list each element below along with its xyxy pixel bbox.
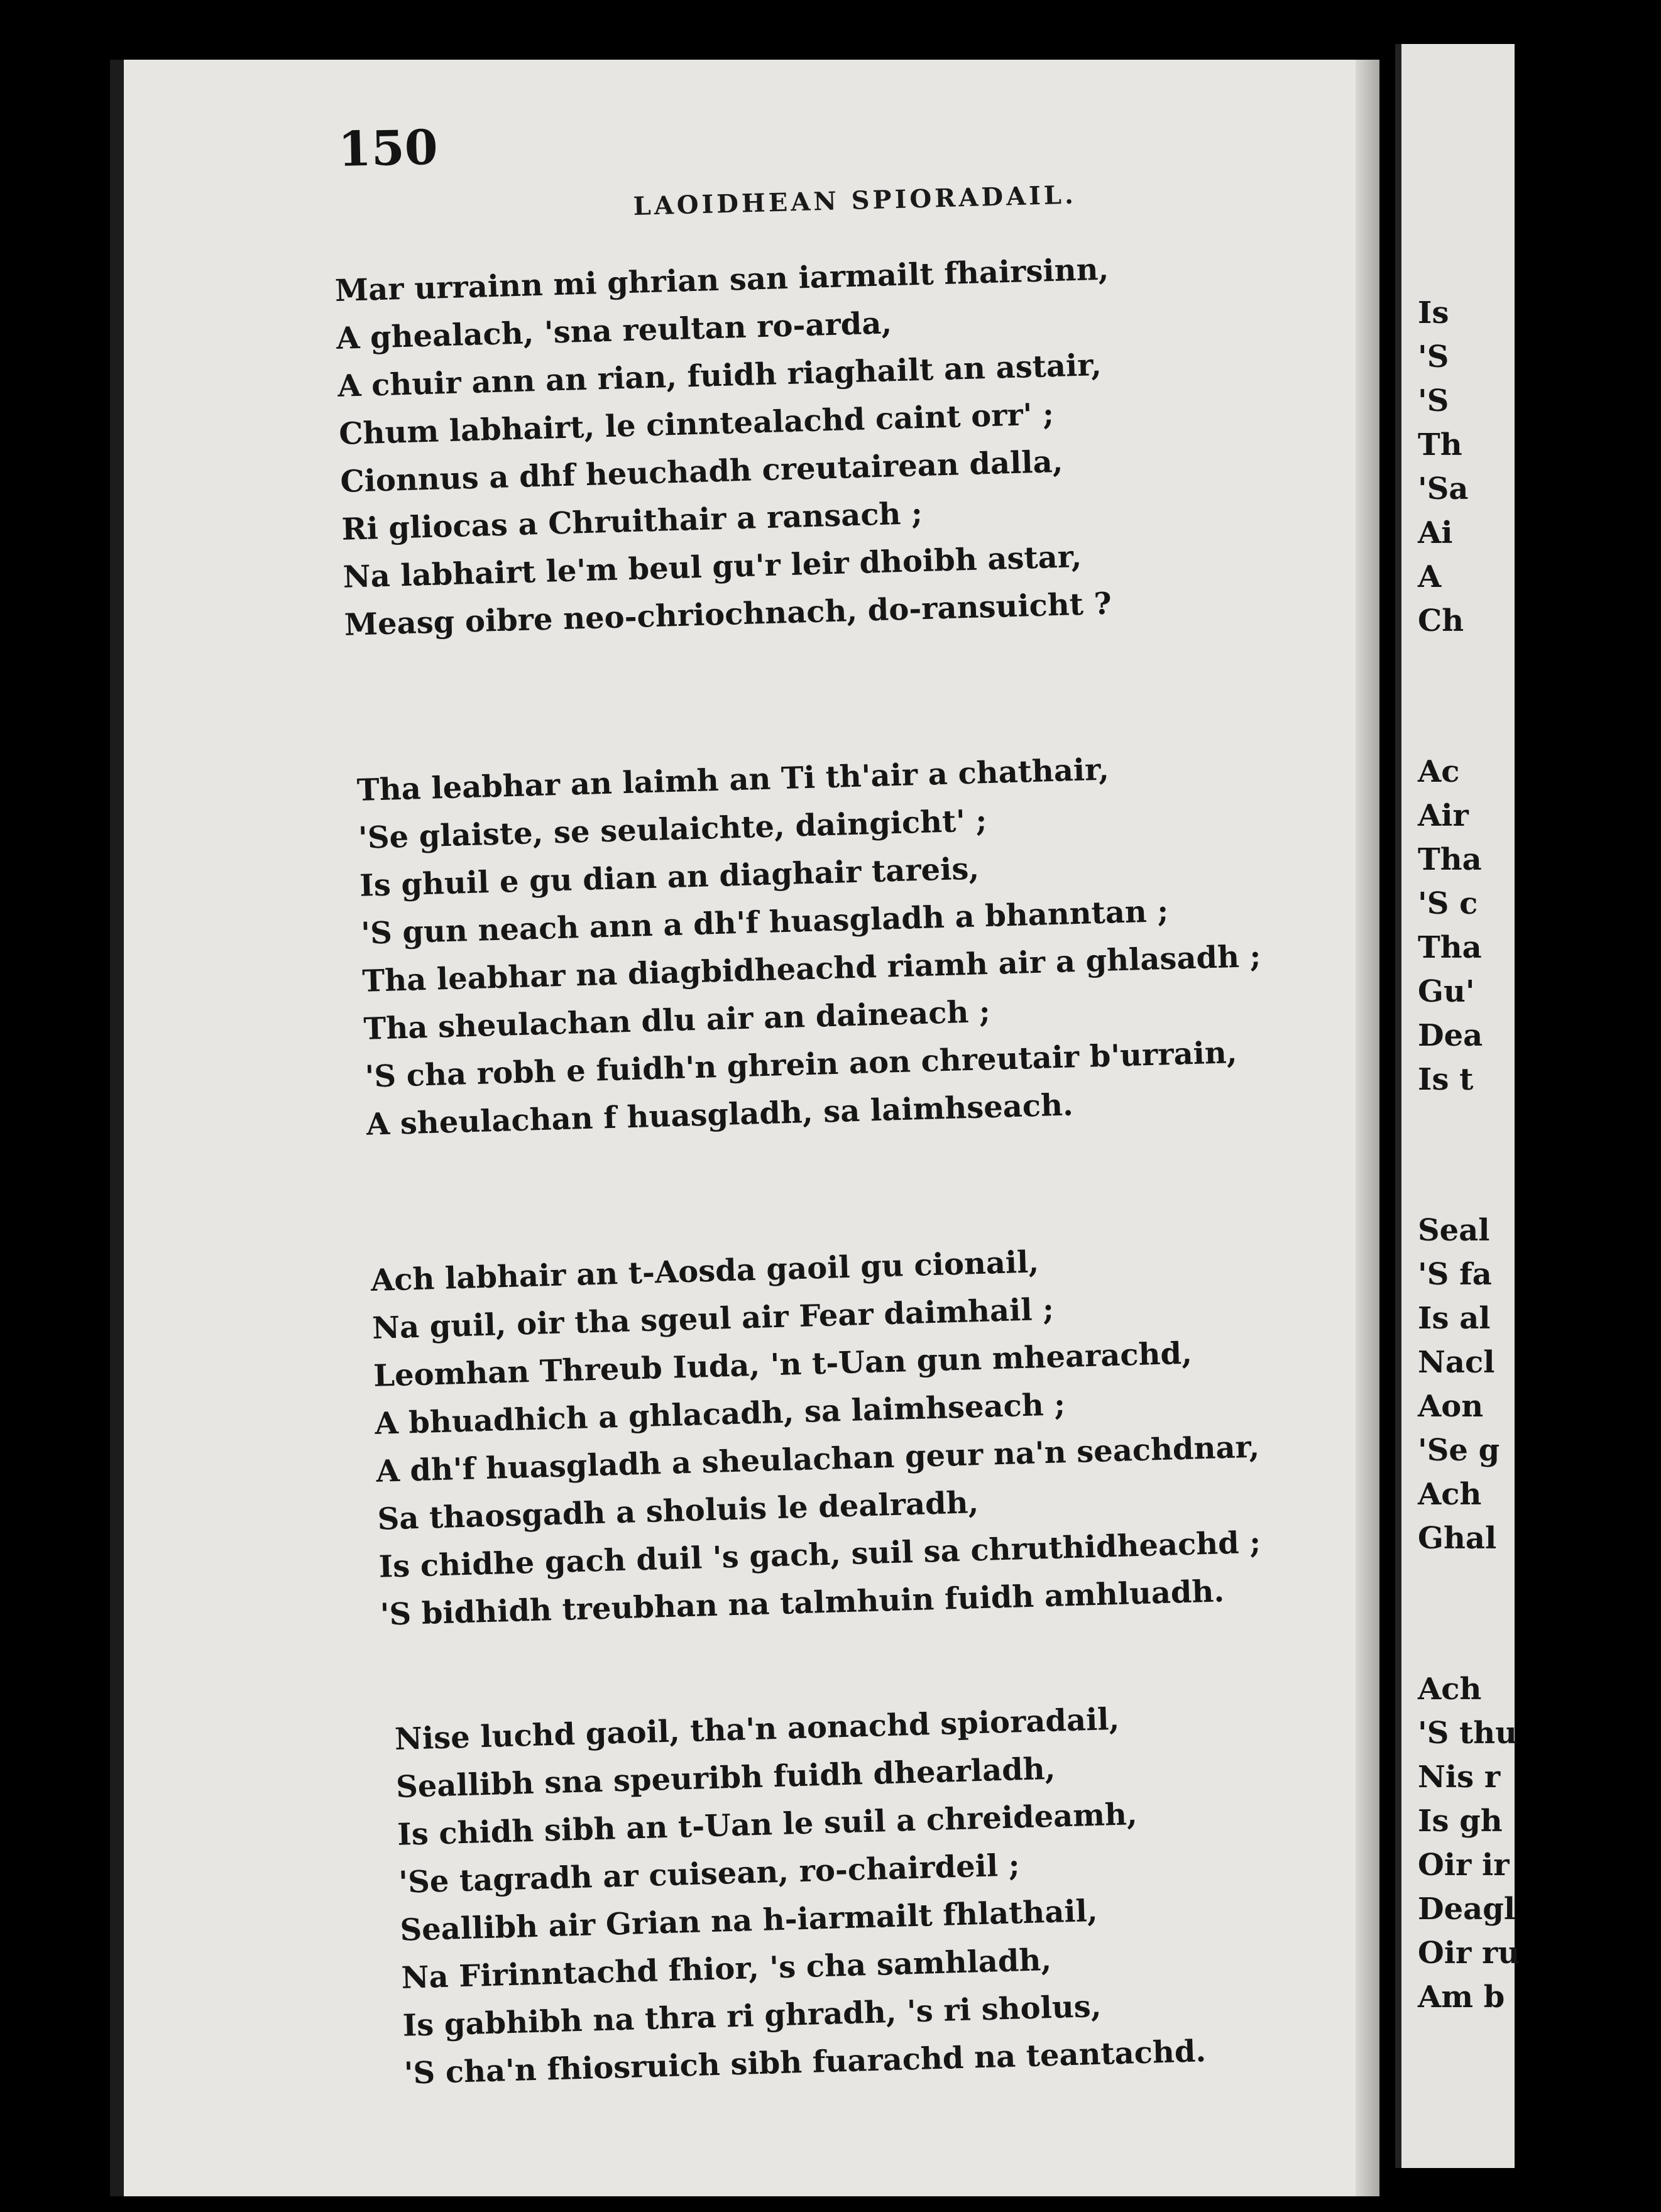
verse-line: A bhuadhich a ghlacadh, sa laimhseach ; [374,1387,1066,1442]
verse-line: Ri gliocas a Chruithair a ransach ; [341,496,923,547]
next-page-fragment: Ghal [1418,1521,1497,1556]
verse-line: A dh'f huasgladh a sheulachan geur na'n seachdnar, [375,1429,1260,1489]
verse-line: Na labhairt le'm beul gu'r leir dhoibh astar, [343,539,1082,595]
next-page-fragment: Ch [1418,603,1464,638]
verse-line: Mar urrainn mi ghrian san iarmailt fhairsinn, [334,251,1109,309]
next-page-fragment: Ai [1418,515,1453,550]
next-page-fragment: Dea [1418,1018,1483,1053]
next-page-fragment: Air [1418,798,1469,833]
verse-line: Is ghuil e gu dian an diaghair tareis, [359,851,980,904]
next-page-fragment: Deagl [1418,1892,1516,1927]
verse-line: Tha leabhar na diagbidheachd riamh air a ghlasadh ; [361,938,1262,999]
next-page-fragment: Is t [1418,1062,1474,1097]
next-page-fragment: Tha [1418,842,1482,877]
next-page-fragment: Nacl [1418,1345,1495,1380]
book-page [110,60,1379,2196]
verse-line: A chuir ann an rian, fuidh riaghailt an astair, [337,347,1102,404]
verse-line: 'S gun neach ann a dh'f huasgladh a bhanntan ; [360,894,1169,951]
next-page-edge [1395,44,1520,2168]
verse-line: Sa thaosgadh a sholuis le dealradh, [376,1485,979,1537]
next-page-fragment: Is [1418,295,1449,331]
verse-line: Is chidhe gach duil 's gach, suil sa chruthidheachd ; [378,1525,1261,1585]
next-page-fragment: 'Sa [1418,471,1469,506]
verse-line: Is chidh sibh an t-Uan le suil a chreideamh, [397,1797,1138,1853]
next-page-fragment: Ac [1418,754,1460,789]
verse-line: Leomhan Threub Iuda, 'n t-Uan gun mhearachd, [373,1335,1193,1394]
next-page-fragment: 'Se g [1418,1433,1500,1468]
verse-line: Measg oibre neo-chriochnach, do-ransuicht ? [344,586,1112,643]
verse-line: Seallibh sna speuribh fuidh dhearladh, [395,1751,1056,1805]
next-page-fragment: Am b [1418,1979,1505,2015]
verse-line: 'S cha'n fhiosruich sibh fuarachd na teantachd. [403,2034,1207,2091]
next-page-fragment: Is al [1418,1301,1491,1336]
next-page-fragment: Is gh [1418,1804,1503,1839]
next-page-fragment: Aon [1418,1389,1484,1424]
verse-line: Na Firinntachd fhior, 's cha samhladh, [400,1942,1052,1996]
verse-line: A sheulachan f huasgladh, sa laimhseach. [366,1087,1074,1142]
verse-line: Na guil, oir tha sgeul air Fear daimhail ; [371,1291,1055,1346]
next-page-fragment: Ach [1418,1477,1482,1512]
running-head: LAOIDHEAN SPIORADAIL. [633,180,1077,221]
next-page-fragment: Th [1418,427,1462,463]
verse-line: Chum labhairt, le cinntealachd caint orr' ; [338,397,1055,452]
next-page-fragment: 'S [1418,339,1449,375]
next-page-fragment: A [1418,559,1442,594]
verse-line: 'S bidhidh treubhan na talmhuin fuidh amhluadh. [380,1574,1225,1633]
next-page-fragment: 'S c [1418,886,1478,921]
verse-line: Is gabhibh na thra ri ghradh, 's ri sholus, [402,1988,1102,2044]
next-page-fragment: 'S fa [1418,1257,1492,1292]
verse-line: Seallibh air Grian na h-iarmailt fhlathail, [399,1893,1099,1948]
verse-line: 'Se tagradh ar cuisean, ro-chairdeil ; [398,1848,1021,1900]
next-page-fragment: 'S thu [1418,1716,1518,1751]
next-page-fragment: Seal [1418,1213,1490,1248]
verse-line: Cionnus a dhf heuchadh creutairean dalla, [339,444,1064,500]
verse-line: A ghealach, 'sna reultan ro-arda, [336,305,892,356]
next-page-fragment: Gu' [1418,974,1475,1009]
page-number: 150 [337,119,439,177]
next-page-fragment: Ach [1418,1672,1482,1707]
verse-line: 'S cha robh e fuidh'n ghrein aon chreutair b'urrain, [365,1035,1238,1095]
verse-line: 'Se glaiste, se seulaichte, daingicht' ; [358,803,988,856]
next-page-fragment: Tha [1418,930,1482,965]
verse-line: Tha sheulachan dlu air an daineach ; [363,994,991,1047]
verse-line: Tha leabhar an laimh an Ti th'air a chathair, [356,752,1110,808]
next-page-fragment: Oir ir [1418,1848,1510,1883]
verse-line: Ach labhair an t-Aosda gaoil gu cionail, [370,1244,1039,1298]
next-page-fragment: Nis r [1418,1760,1501,1795]
next-page-fragment: 'S [1418,383,1449,419]
next-page-fragment: Oir ru [1418,1936,1520,1971]
verse-line: Nise luchd gaoil, tha'n aonachd spioradail, [394,1701,1120,1757]
